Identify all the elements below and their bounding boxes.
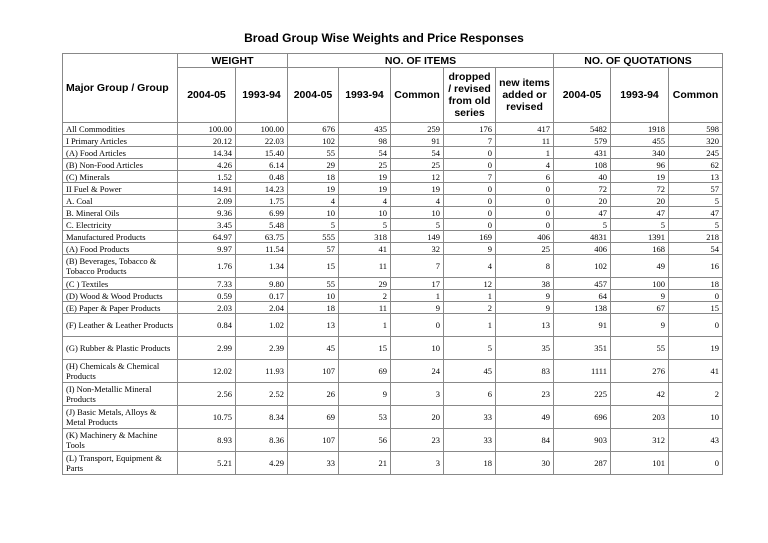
table-cell: 676 xyxy=(288,123,339,135)
table-cell: 12 xyxy=(391,171,444,183)
table-cell: 1 xyxy=(339,314,391,337)
table-cell: 1111 xyxy=(554,360,611,383)
table-cell: 101 xyxy=(611,452,669,475)
column-header: 1993-94 xyxy=(611,68,669,123)
table-cell: 8 xyxy=(496,255,554,278)
group-name: (C ) Textiles xyxy=(63,278,178,290)
table-cell: 1 xyxy=(391,290,444,302)
table-cell: 2 xyxy=(444,302,496,314)
table-cell: 4 xyxy=(391,195,444,207)
table-cell: 47 xyxy=(554,207,611,219)
table-cell: 21 xyxy=(339,452,391,475)
table-cell: 9 xyxy=(496,290,554,302)
table-cell: 0.59 xyxy=(178,290,236,302)
table-cell: 0 xyxy=(496,195,554,207)
table-cell: 64 xyxy=(554,290,611,302)
table-cell: 29 xyxy=(288,159,339,171)
table-cell: 5 xyxy=(288,219,339,231)
group-name: A. Coal xyxy=(63,195,178,207)
table-row xyxy=(63,207,723,219)
table-cell: 1.75 xyxy=(236,195,288,207)
table-cell: 10 xyxy=(669,406,723,429)
table-cell: 0 xyxy=(444,159,496,171)
table-cell: 5 xyxy=(669,219,723,231)
table-cell: 5.21 xyxy=(178,452,236,475)
table-cell: 26 xyxy=(288,383,339,406)
table-cell: 63.75 xyxy=(236,231,288,243)
table-cell: 83 xyxy=(496,360,554,383)
table-cell: 47 xyxy=(611,207,669,219)
table-cell: 18 xyxy=(669,278,723,290)
table-cell: 435 xyxy=(339,123,391,135)
table-cell: 84 xyxy=(496,429,554,452)
table-cell: 1.52 xyxy=(178,171,236,183)
table-cell: 3 xyxy=(391,383,444,406)
column-header: Common xyxy=(669,68,723,123)
table-cell: 91 xyxy=(554,314,611,337)
items-header: NO. OF ITEMS xyxy=(288,54,554,68)
table-cell: 2 xyxy=(339,290,391,302)
table-cell: 2.99 xyxy=(178,337,236,360)
table-cell: 38 xyxy=(496,278,554,290)
table-row xyxy=(63,360,723,383)
table-cell: 0 xyxy=(444,147,496,159)
table-cell: 8.93 xyxy=(178,429,236,452)
table-cell: 45 xyxy=(444,360,496,383)
column-header: dropped / revised from old series xyxy=(444,68,496,123)
table-cell: 9.36 xyxy=(178,207,236,219)
table-cell: 20 xyxy=(611,195,669,207)
table-cell: 43 xyxy=(669,429,723,452)
table-row xyxy=(63,337,723,360)
table-row xyxy=(63,171,723,183)
table-cell: 15 xyxy=(669,302,723,314)
table-cell: 276 xyxy=(611,360,669,383)
table-cell: 3 xyxy=(391,452,444,475)
group-name: (J) Basic Metals, Alloys & Metal Products xyxy=(63,406,178,429)
table-row xyxy=(63,231,723,243)
table-cell: 5.48 xyxy=(236,219,288,231)
table-cell: 23 xyxy=(496,383,554,406)
table-cell: 2.09 xyxy=(178,195,236,207)
table-cell: 100.00 xyxy=(178,123,236,135)
table-row xyxy=(63,302,723,314)
table-cell: 100 xyxy=(611,278,669,290)
table-cell: 0 xyxy=(444,219,496,231)
table-cell: 6 xyxy=(444,383,496,406)
table-cell: 340 xyxy=(611,147,669,159)
table-cell: 12 xyxy=(444,278,496,290)
column-header: 1993-94 xyxy=(236,68,288,123)
table-cell: 7 xyxy=(391,255,444,278)
table-cell: 9 xyxy=(611,314,669,337)
table-cell: 23 xyxy=(391,429,444,452)
group-name: (I) Non-Metallic Mineral Products xyxy=(63,383,178,406)
table-cell: 1 xyxy=(444,314,496,337)
table-cell: 903 xyxy=(554,429,611,452)
table-cell: 176 xyxy=(444,123,496,135)
table-cell: 11 xyxy=(339,255,391,278)
quotations-header: NO. OF QUOTATIONS xyxy=(554,54,723,68)
table-cell: 72 xyxy=(554,183,611,195)
table-cell: 318 xyxy=(339,231,391,243)
table-cell: 19 xyxy=(339,171,391,183)
table-cell: 96 xyxy=(611,159,669,171)
group-name: C. Electricity xyxy=(63,219,178,231)
table-cell: 16 xyxy=(669,255,723,278)
table-cell: 102 xyxy=(554,255,611,278)
table-cell: 138 xyxy=(554,302,611,314)
table-cell: 2 xyxy=(669,383,723,406)
table-cell: 0 xyxy=(669,290,723,302)
table-cell: 8.36 xyxy=(236,429,288,452)
table-cell: 555 xyxy=(288,231,339,243)
table-cell: 218 xyxy=(669,231,723,243)
table-cell: 0 xyxy=(444,183,496,195)
column-header: Common xyxy=(391,68,444,123)
table-cell: 54 xyxy=(339,147,391,159)
table-cell: 10 xyxy=(288,207,339,219)
table-row xyxy=(63,147,723,159)
table-cell: 579 xyxy=(554,135,611,147)
group-name: All Commodities xyxy=(63,123,178,135)
column-header: 1993-94 xyxy=(339,68,391,123)
table-cell: 20.12 xyxy=(178,135,236,147)
table-cell: 72 xyxy=(611,183,669,195)
group-name: (K) Machinery & Machine Tools xyxy=(63,429,178,452)
table-cell: 9 xyxy=(339,383,391,406)
table-cell: 3.45 xyxy=(178,219,236,231)
column-header: 2004-05 xyxy=(288,68,339,123)
table-cell: 18 xyxy=(444,452,496,475)
table-cell: 41 xyxy=(669,360,723,383)
table-cell: 64.97 xyxy=(178,231,236,243)
table-cell: 62 xyxy=(669,159,723,171)
column-header: 2004-05 xyxy=(554,68,611,123)
table-cell: 4.26 xyxy=(178,159,236,171)
table-cell: 5 xyxy=(391,219,444,231)
weight-header: WEIGHT xyxy=(178,54,288,68)
table-cell: 2.52 xyxy=(236,383,288,406)
table-cell: 19 xyxy=(339,183,391,195)
table-cell: 20 xyxy=(391,406,444,429)
table-cell: 41 xyxy=(339,243,391,255)
table-cell: 108 xyxy=(554,159,611,171)
table-row xyxy=(63,135,723,147)
table-cell: 55 xyxy=(288,278,339,290)
table-cell: 10.75 xyxy=(178,406,236,429)
table-cell: 53 xyxy=(339,406,391,429)
table-cell: 56 xyxy=(339,429,391,452)
table-cell: 11 xyxy=(339,302,391,314)
table-cell: 0 xyxy=(444,195,496,207)
table-cell: 169 xyxy=(444,231,496,243)
table-cell: 0 xyxy=(496,219,554,231)
table-cell: 4 xyxy=(444,255,496,278)
table-cell: 25 xyxy=(339,159,391,171)
table-row xyxy=(63,123,723,135)
table-cell: 1391 xyxy=(611,231,669,243)
table-cell: 0 xyxy=(669,314,723,337)
table-cell: 9 xyxy=(611,290,669,302)
table-cell: 69 xyxy=(339,360,391,383)
table-cell: 30 xyxy=(496,452,554,475)
table-cell: 57 xyxy=(669,183,723,195)
table-cell: 19 xyxy=(611,171,669,183)
table-cell: 100.00 xyxy=(236,123,288,135)
table-cell: 1918 xyxy=(611,123,669,135)
table-row xyxy=(63,278,723,290)
table-cell: 17 xyxy=(391,278,444,290)
table-cell: 33 xyxy=(444,406,496,429)
table-row xyxy=(63,429,723,452)
table-cell: 1.76 xyxy=(178,255,236,278)
group-name: (E) Paper & Paper Products xyxy=(63,302,178,314)
table-cell: 455 xyxy=(611,135,669,147)
table-cell: 33 xyxy=(444,429,496,452)
group-name: (B) Beverages, Tobacco & Tobacco Products xyxy=(63,255,178,278)
column-header: new items added or revised xyxy=(496,68,554,123)
table-cell: 0 xyxy=(496,207,554,219)
table-cell: 9 xyxy=(444,243,496,255)
group-name: (C) Minerals xyxy=(63,171,178,183)
table-cell: 15 xyxy=(339,337,391,360)
table-row xyxy=(63,452,723,475)
table-cell: 102 xyxy=(288,135,339,147)
table-cell: 10 xyxy=(391,207,444,219)
table-cell: 4.29 xyxy=(236,452,288,475)
table-cell: 0 xyxy=(444,207,496,219)
table-title: Broad Group Wise Weights and Price Responses xyxy=(244,31,524,45)
table-cell: 14.23 xyxy=(236,183,288,195)
table-cell: 225 xyxy=(554,383,611,406)
table-cell: 10 xyxy=(391,337,444,360)
table-cell: 54 xyxy=(391,147,444,159)
table-cell: 49 xyxy=(611,255,669,278)
table-cell: 417 xyxy=(496,123,554,135)
table-cell: 11 xyxy=(496,135,554,147)
table-cell: 8.34 xyxy=(236,406,288,429)
table-cell: 7.33 xyxy=(178,278,236,290)
table-cell: 57 xyxy=(288,243,339,255)
table-cell: 11.93 xyxy=(236,360,288,383)
group-name: (H) Chemicals & Chemical Products xyxy=(63,360,178,383)
table-cell: 5 xyxy=(669,195,723,207)
table-cell: 14.34 xyxy=(178,147,236,159)
table-cell: 19 xyxy=(669,337,723,360)
table-cell: 287 xyxy=(554,452,611,475)
table-cell: 4831 xyxy=(554,231,611,243)
table-cell: 5 xyxy=(611,219,669,231)
group-name: (F) Leather & Leather Products xyxy=(63,314,178,337)
table-cell: 2.03 xyxy=(178,302,236,314)
table-cell: 18 xyxy=(288,171,339,183)
table-cell: 54 xyxy=(669,243,723,255)
group-name: (A) Food Articles xyxy=(63,147,178,159)
table-cell: 1.34 xyxy=(236,255,288,278)
table-cell: 13 xyxy=(288,314,339,337)
table-cell: 4 xyxy=(339,195,391,207)
table-cell: 98 xyxy=(339,135,391,147)
table-cell: 55 xyxy=(611,337,669,360)
table-cell: 0.84 xyxy=(178,314,236,337)
table-cell: 13 xyxy=(496,314,554,337)
table-cell: 32 xyxy=(391,243,444,255)
major-group-header: Major Group / Group xyxy=(63,54,178,123)
table-cell: 406 xyxy=(554,243,611,255)
group-name: (L) Transport, Equipment & Parts xyxy=(63,452,178,475)
table-cell: 2.39 xyxy=(236,337,288,360)
group-name: (A) Food Products xyxy=(63,243,178,255)
table-cell: 45 xyxy=(288,337,339,360)
table-cell: 9.80 xyxy=(236,278,288,290)
table-row xyxy=(63,195,723,207)
table-cell: 2.56 xyxy=(178,383,236,406)
table-cell: 351 xyxy=(554,337,611,360)
table-cell: 69 xyxy=(288,406,339,429)
table-row xyxy=(63,255,723,278)
table-cell: 320 xyxy=(669,135,723,147)
table-cell: 24 xyxy=(391,360,444,383)
table-cell: 15.40 xyxy=(236,147,288,159)
table-cell: 245 xyxy=(669,147,723,159)
table-cell: 4 xyxy=(288,195,339,207)
group-name: I Primary Articles xyxy=(63,135,178,147)
table-cell: 33 xyxy=(288,452,339,475)
table-cell: 7 xyxy=(444,171,496,183)
table-cell: 9 xyxy=(496,302,554,314)
table-cell: 35 xyxy=(496,337,554,360)
table-cell: 107 xyxy=(288,429,339,452)
table-cell: 7 xyxy=(444,135,496,147)
table-cell: 91 xyxy=(391,135,444,147)
table-cell: 14.91 xyxy=(178,183,236,195)
table-cell: 15 xyxy=(288,255,339,278)
table-cell: 10 xyxy=(288,290,339,302)
table-cell: 0.17 xyxy=(236,290,288,302)
table-cell: 5482 xyxy=(554,123,611,135)
column-header: 2004-05 xyxy=(178,68,236,123)
table-cell: 47 xyxy=(669,207,723,219)
table-cell: 6 xyxy=(496,171,554,183)
table-cell: 598 xyxy=(669,123,723,135)
table-cell: 0.48 xyxy=(236,171,288,183)
table-cell: 5 xyxy=(339,219,391,231)
table-cell: 11.54 xyxy=(236,243,288,255)
table-cell: 5 xyxy=(554,219,611,231)
group-name: (G) Rubber & Plastic Products xyxy=(63,337,178,360)
table-cell: 40 xyxy=(554,171,611,183)
table-cell: 6.99 xyxy=(236,207,288,219)
group-name: (D) Wood & Wood Products xyxy=(63,290,178,302)
table-cell: 149 xyxy=(391,231,444,243)
table-cell: 4 xyxy=(496,159,554,171)
table-cell: 42 xyxy=(611,383,669,406)
table-cell: 5 xyxy=(444,337,496,360)
table-cell: 9.97 xyxy=(178,243,236,255)
table-cell: 696 xyxy=(554,406,611,429)
table-cell: 6.14 xyxy=(236,159,288,171)
group-name: Manufactured Products xyxy=(63,231,178,243)
table-cell: 457 xyxy=(554,278,611,290)
table-cell: 10 xyxy=(339,207,391,219)
group-name: II Fuel & Power xyxy=(63,183,178,195)
table-cell: 67 xyxy=(611,302,669,314)
table-cell: 29 xyxy=(339,278,391,290)
table-cell: 19 xyxy=(288,183,339,195)
table-cell: 431 xyxy=(554,147,611,159)
table-row xyxy=(63,383,723,406)
table-cell: 203 xyxy=(611,406,669,429)
table-cell: 406 xyxy=(496,231,554,243)
table-row xyxy=(63,290,723,302)
table-cell: 312 xyxy=(611,429,669,452)
group-name: (B) Non-Food Articles xyxy=(63,159,178,171)
table-cell: 55 xyxy=(288,147,339,159)
table-cell: 1 xyxy=(496,147,554,159)
table-cell: 0 xyxy=(496,183,554,195)
table-row xyxy=(63,243,723,255)
weights-table xyxy=(62,53,723,475)
table-cell: 1.02 xyxy=(236,314,288,337)
table-cell: 18 xyxy=(288,302,339,314)
table-cell: 2.04 xyxy=(236,302,288,314)
table-row xyxy=(63,406,723,429)
table-cell: 0 xyxy=(391,314,444,337)
table-row xyxy=(63,314,723,337)
table-cell: 12.02 xyxy=(178,360,236,383)
table-cell: 168 xyxy=(611,243,669,255)
table-cell: 19 xyxy=(391,183,444,195)
table-cell: 259 xyxy=(391,123,444,135)
table-cell: 13 xyxy=(669,171,723,183)
table-row xyxy=(63,159,723,171)
group-name: B. Mineral Oils xyxy=(63,207,178,219)
table-cell: 107 xyxy=(288,360,339,383)
table-cell: 0 xyxy=(669,452,723,475)
table-cell: 25 xyxy=(391,159,444,171)
table-row xyxy=(63,183,723,195)
table-cell: 25 xyxy=(496,243,554,255)
table-cell: 9 xyxy=(391,302,444,314)
table-cell: 49 xyxy=(496,406,554,429)
table-cell: 22.03 xyxy=(236,135,288,147)
table-row xyxy=(63,219,723,231)
table-cell: 20 xyxy=(554,195,611,207)
table-cell: 1 xyxy=(444,290,496,302)
